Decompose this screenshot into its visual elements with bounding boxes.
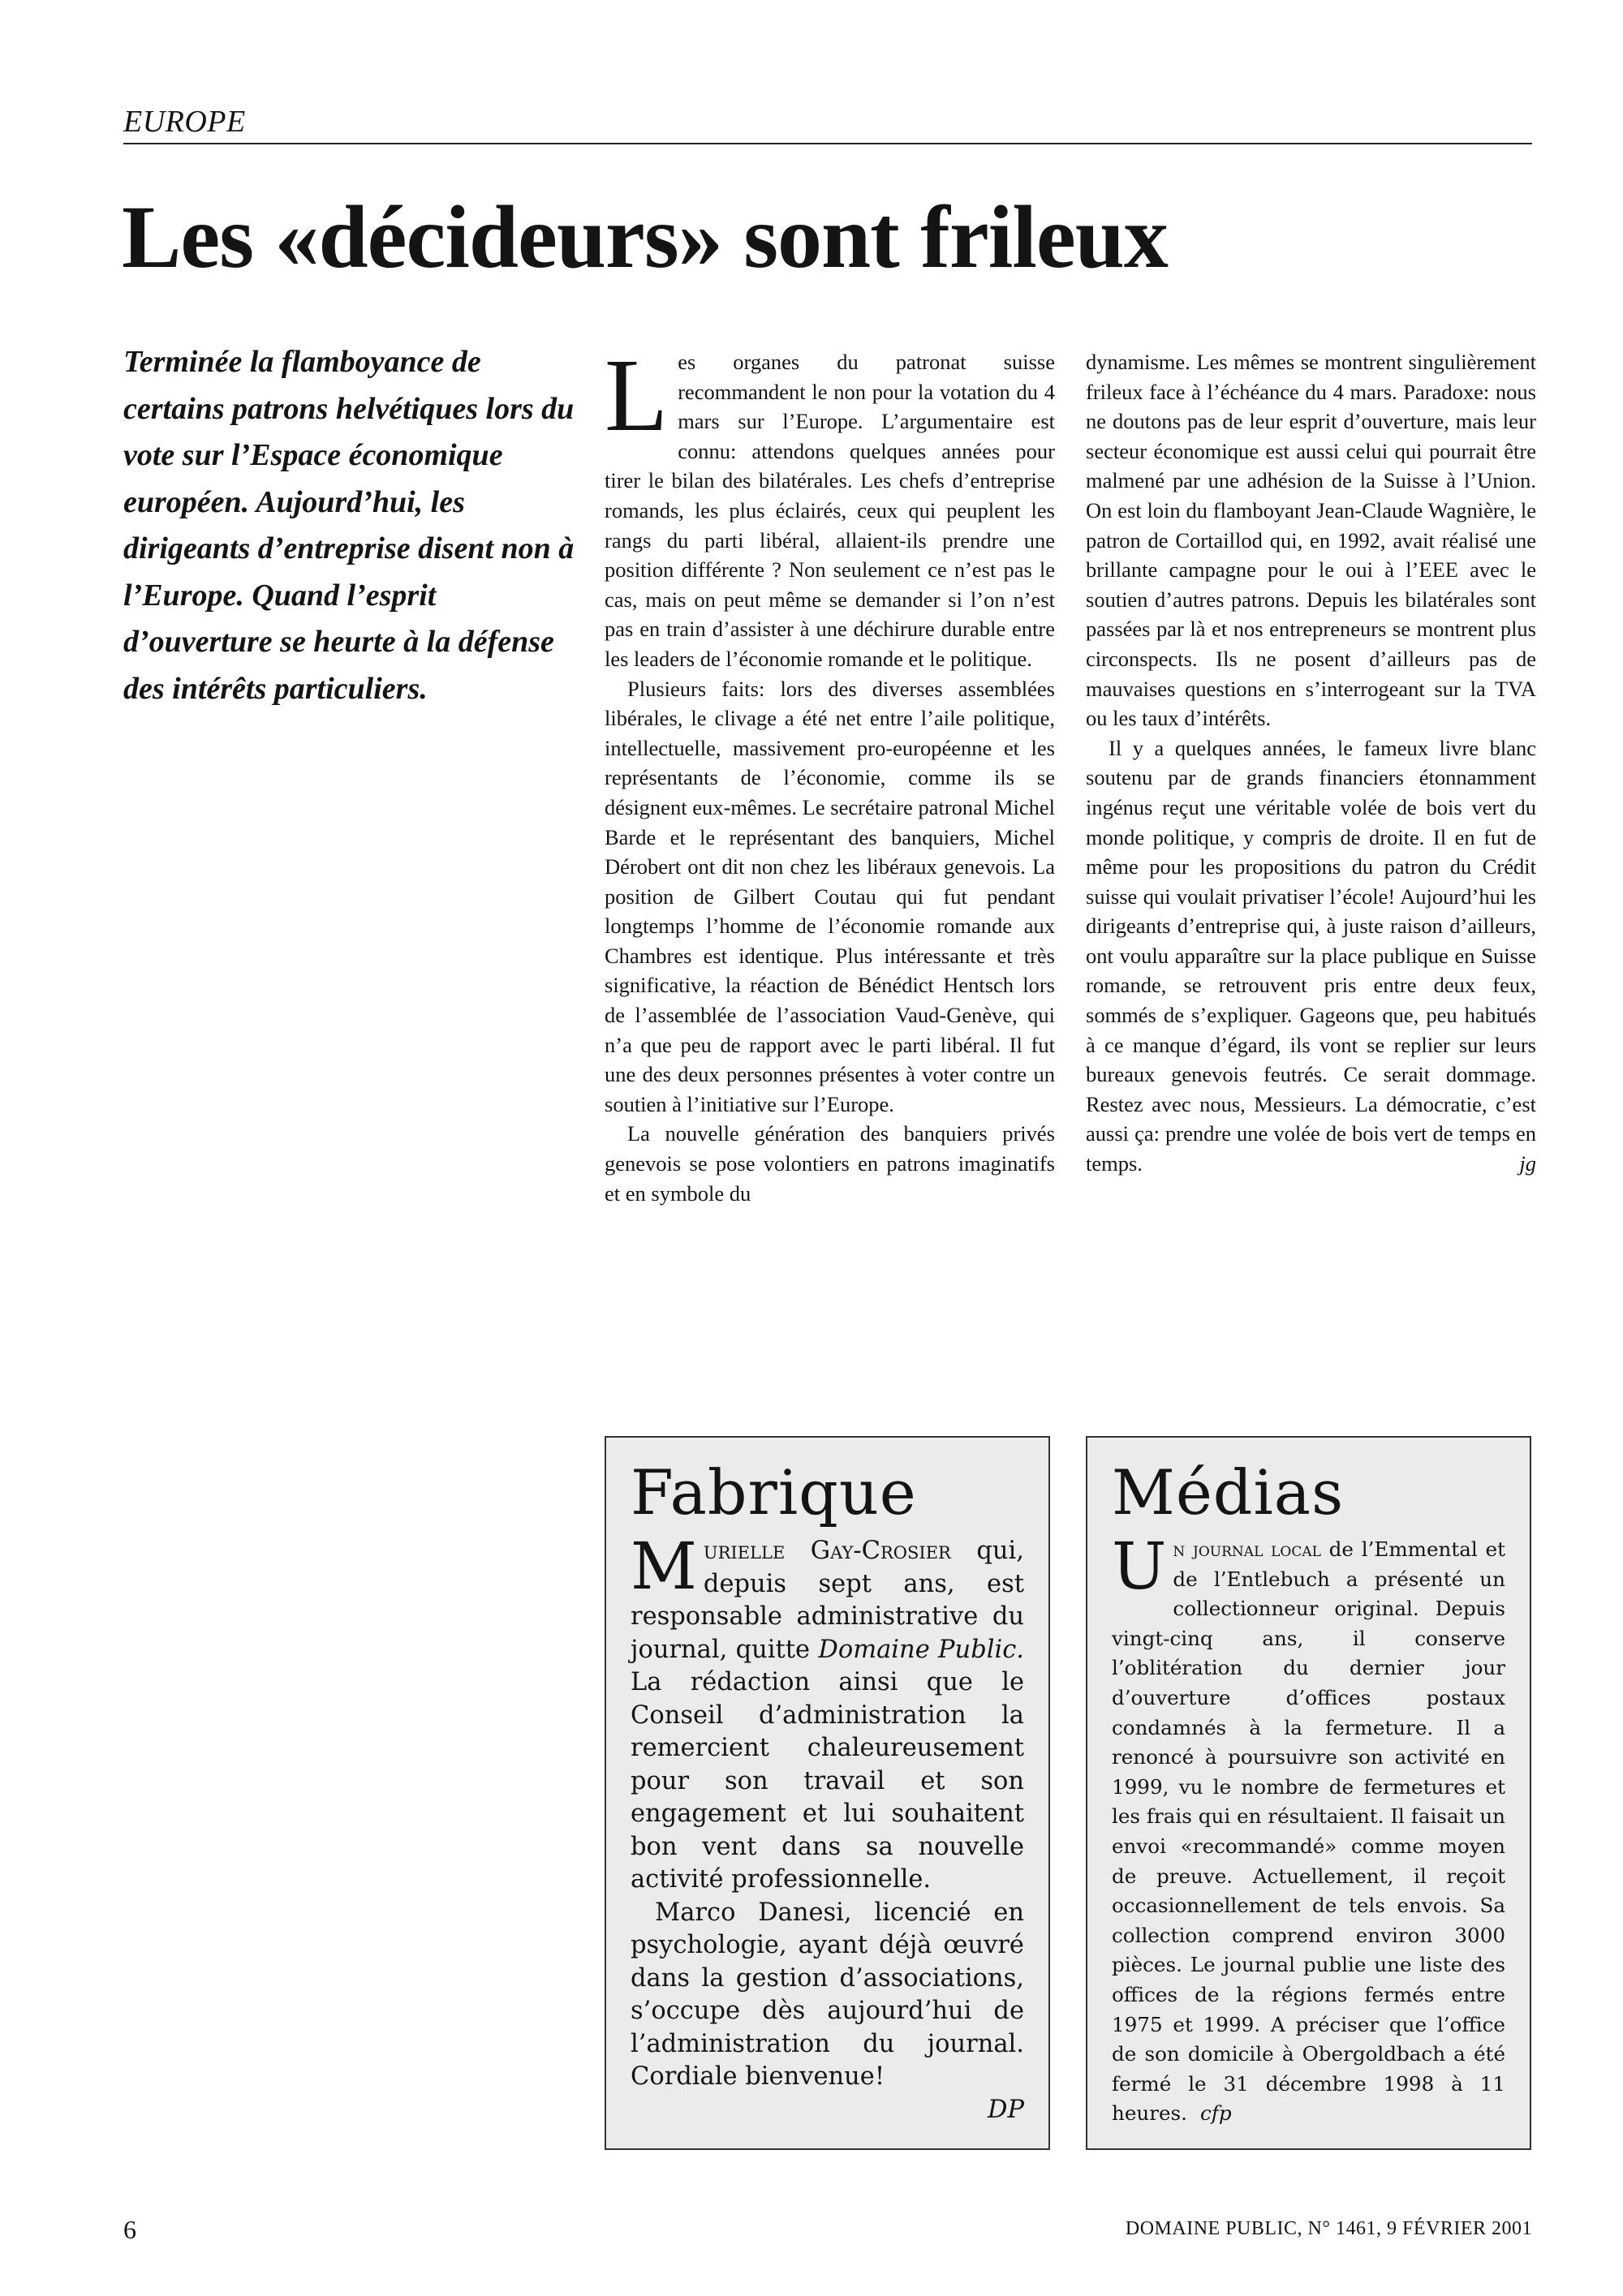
fabrique-title: Fabrique [631, 1456, 917, 1529]
article-paragraph-1 [605, 338, 1055, 674]
medias-smallcaps: n journal local [1173, 1537, 1321, 1561]
medias-box [1086, 1436, 1531, 2150]
article-paragraph-2: Plusieurs faits: lors des diverses assemblées libérales, le clivage a été net entre l’aile politique, intellectuelle, massivement pro-européenne et les représentants de l’économie, comme ils se désignent eux-mêmes. Le secrétaire patronal Michel Barde et le représentant des banquiers, Michel Dérobert ont dit non chez les libéraux genevois. La position de Gilbert Coutau qui fut pendant longtemps l’homme de l’économie romande aux Chambres est identique. Plus intéressante et très significative, la réaction de Bénédict Hentsch lors de l’assemblée de l’association Vaud-Genève, qui n’a que peu de rapport avec le parti libéral. Il fut une des deux personnes présentes à voter contre un soutien à l’initiative sur l’Europe. [605, 676, 1055, 1116]
fabrique-paragraph-1 [631, 1529, 1024, 1897]
fabrique-signature: DP [988, 2095, 1024, 2124]
article-lead: Terminée la flamboyance de certains patrons helvétiques lors du vote sur l’Espace économique européen. Aujourd’hui, les dirigeants d’entreprise disent non à l’Europe. Quand l’esprit d’ouverture se heurte à la défense des intérêts particuliers. [123, 345, 575, 706]
medias-title: Médias [1112, 1456, 1345, 1529]
publication-footer: DOMAINE PUBLIC, N° 1461, 9 FÉVRIER 2001 [1125, 2218, 1532, 2239]
page-number: 6 [123, 2215, 136, 2244]
medias-body [1112, 1529, 1505, 2129]
header-rule [123, 143, 1532, 144]
fabrique-publication-name: Domaine Public. [818, 1635, 1024, 1664]
medias-text: de l’Emmental et de l’Entlebuch a présenté un collectionneur original. Depuis vingt-cinq ans, il conserve l’oblitération du dernier jour d’ouverture d’offices postaux condamnés à la fermeture. Il a renoncé à poursuivre son activité en 1999, vu le nombre de fermetures et les frais qui en résultaient. Il faisait un envoi «recommandé» comme moyen de preuve. Actuellement, il reçoit occasionnellement de tels envois. Sa collection comprend environ 3000 pièces. Le journal publie une liste des offices de la régions fermés entre 1975 et 1999. A préciser que l’office de son domicile à Obergoldbach a été fermé le 31 décembre 1998 à 11 heures. [1112, 1537, 1505, 2126]
article-signature: jg [1519, 1151, 1536, 1176]
article-paragraph-4 [1086, 733, 1536, 1179]
article-column-1 [605, 338, 1055, 1208]
article-paragraph-3-start: La nouvelle génération des banquiers privés genevois se pose volontiers en patrons imaginatifs et en symbole du [605, 1121, 1055, 1206]
fabrique-drop-cap: M [631, 1529, 697, 1604]
medias-signature: cfp [1199, 2101, 1232, 2126]
drop-cap: L [605, 338, 669, 453]
medias-paragraph-1 [1112, 1529, 1505, 2129]
paragraph-4-text: Il y a quelques années, le fameux livre blanc soutenu par de grands financiers étonnamment ingénus reçut une véritable volée de bois vert du monde politique, y compris de droite. Il en fut de même pour les propositions du patron du Crédit suisse qui voulait privatiser l’école! Aujourd’hui les dirigeants d’entreprise qui, à juste raison d’ailleurs, ont voulu apparaître sur la place publique en Suisse romande, se retrouvent pris entre deux feux, sommés de s’expliquer. Gageons que, peu habitués à ce manque d’égard, ils vont se replier sur leurs bureaux genevois feutrés. Ce serait dommage. Restez avec nous, Messieurs. La démocratie, c’est aussi ça: prendre une volée de bois vert de temps en temps. [1086, 735, 1536, 1176]
fabrique-body [631, 1529, 1024, 2126]
fabrique-box [605, 1436, 1050, 2150]
article-column-2 [1086, 347, 1536, 1179]
article-paragraph-3-end: dynamisme. Les mêmes se montrent singulièrement frileux face à l’échéance du 4 mars. Paradoxe: nous ne doutons pas de leur esprit d’ouverture, mais leur secteur économique est aussi celui qui pourrait être malmené par une adhésion de la Suisse à l’Union. On est loin du flamboyant Jean-Claude Wagnière, le patron de Cortaillod qui, en 1992, avait réalisé une brillante campagne pour le oui à l’EEE avec le soutien d’autres patrons. Depuis les bilatérales sont passées par là et nos entrepreneurs se montrent plus circonspects. Ils ne posent d’ailleurs pas de mauvaises questions en s’interrogeant sur la TVA ou les taux d’intérêts. [1086, 350, 1536, 731]
medias-drop-cap: U [1112, 1529, 1167, 1604]
fabrique-text-1: qui, depuis sept ans, est responsable administrative du journal, quitte [631, 1537, 1024, 1664]
fabrique-text-2: La rédaction ainsi que le Conseil d’administration la remercient chaleureusement pour son travail et son engagement et lui souhaitent bon vent dans sa nouvelle activité professionnelle. [631, 1668, 1024, 1894]
paragraph-1-text: es organes du patronat suisse recommandent le non pour la votation du 4 mars sur l’Europe. L’argumentaire est connu: attendons quelques années pour tirer le bilan des bilatérales. Les chefs d’entreprise romands, les plus éclairés, ceux qui peuplent les rangs du parti libéral, allaient-ils prendre une position différente ? Non seulement ce n’est pas le cas, mais on peut même se demander si l’on n’est pas en train d’assister à une déchirure durable entre les leaders de l’économie romande et le politique. [605, 350, 1055, 671]
fabrique-paragraph-2: Marco Danesi, licencié en psychologie, ayant déjà œuvré dans la gestion d’associations, s’occupe dès aujourd’hui de l’administration du journal. Cordiale bienvenue! [631, 1898, 1024, 2091]
section-label: EUROPE [123, 105, 246, 139]
fabrique-smallcaps: urielle Gay-Crosier [703, 1537, 951, 1565]
article-title: Les «décideurs» sont frileux [122, 187, 1168, 286]
